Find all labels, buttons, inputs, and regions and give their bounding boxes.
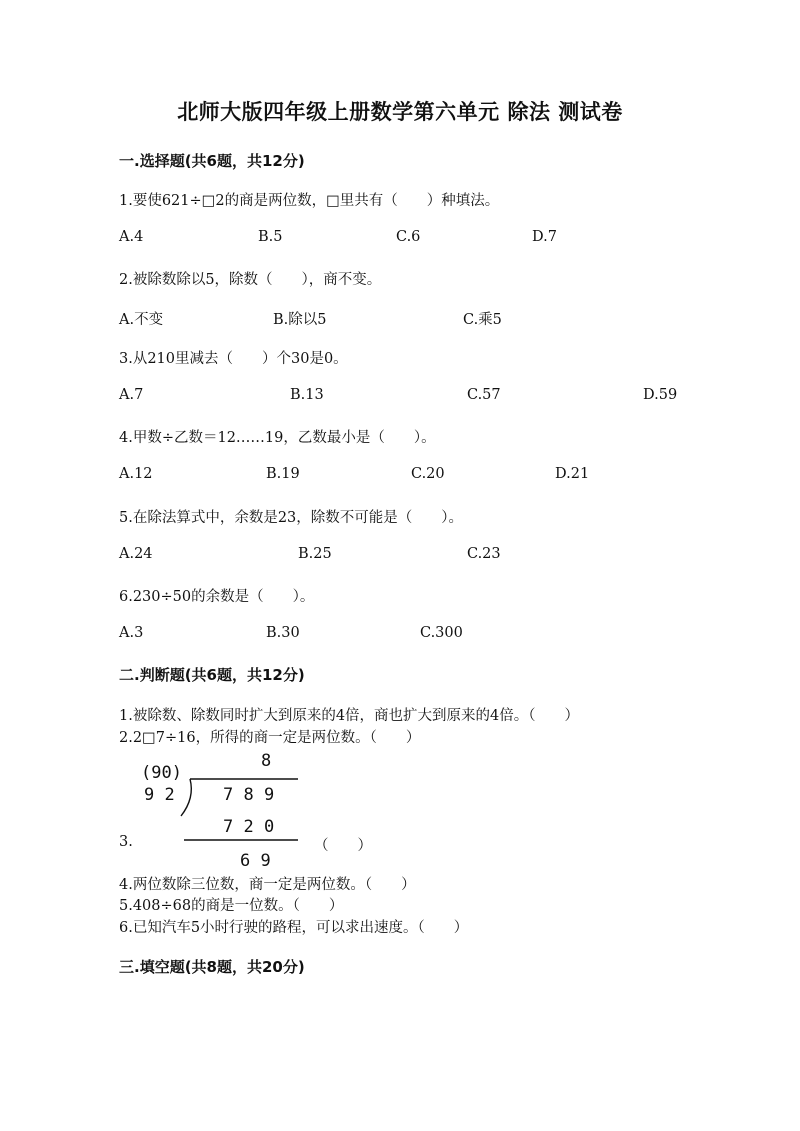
choice-2-option-b: B.除以5 <box>273 312 327 328</box>
section-heading-choice: 一.选择题(共6题，共12分) <box>119 152 305 170</box>
choice-4-option-b: B.19 <box>266 466 300 482</box>
product-text: 7 2 0 <box>223 817 275 837</box>
choice-3-option-c: C.57 <box>467 387 501 403</box>
remainder-text: 6 9 <box>240 851 271 871</box>
choice-1-option-b: B.5 <box>258 229 283 245</box>
judge-question-5: 5.408÷68的商是一位数。（ ） <box>119 898 344 914</box>
page-title: 北师大版四年级上册数学第六单元 除法 测试卷 <box>177 100 623 124</box>
judge-question-3-number: 3. <box>119 834 133 850</box>
choice-1-option-d: D.7 <box>532 229 557 245</box>
choice-5-option-b: B.25 <box>298 546 332 562</box>
choice-question-4: 4.甲数÷乙数＝12……19，乙数最小是（ ）。 <box>119 430 436 446</box>
choice-question-6: 6.230÷50的余数是（ ）。 <box>119 589 315 605</box>
judge-question-2: 2.2□7÷16，所得的商一定是两位数。（ ） <box>119 730 421 746</box>
judge-question-3 <box>119 834 133 850</box>
judge-question-1: 1.被除数、除数同时扩大到原来的4倍，商也扩大到原来的4倍。（ ） <box>119 708 580 724</box>
choice-3-option-a: A.7 <box>119 387 144 403</box>
choice-6-option-b: B.30 <box>266 625 300 641</box>
choice-5-option-a: A.24 <box>119 546 153 562</box>
choice-2-option-a: A.不变 <box>119 312 164 328</box>
quotient-text: 8 <box>261 751 272 771</box>
choice-5-option-c: C.23 <box>467 546 501 562</box>
section-heading-fill: 三.填空题(共8题，共20分) <box>119 958 305 976</box>
division-bracket <box>181 779 191 816</box>
choice-6-option-a: A.3 <box>119 625 144 641</box>
estimate-text: (90) <box>141 763 182 783</box>
choice-question-1: 1.要使621÷□2的商是两位数，□里共有（ ）种填法。 <box>119 193 500 209</box>
judge-question-6: 6.已知汽车5小时行驶的路程，可以求出速度。（ ） <box>119 920 469 936</box>
choice-1-option-c: C.6 <box>396 229 421 245</box>
choice-3-option-b: B.13 <box>290 387 324 403</box>
judge-question-4: 4.两位数除三位数，商一定是两位数。（ ） <box>119 877 416 893</box>
choice-4-option-a: A.12 <box>119 466 153 482</box>
choice-question-5: 5.在除法算式中，余数是23，除数不可能是（ ）。 <box>119 510 464 526</box>
long-division-figure <box>110 748 310 878</box>
choice-question-2: 2.被除数除以5，除数（ ），商不变。 <box>119 272 382 288</box>
judge-question-3-answer-blank: （ ） <box>314 838 372 854</box>
choice-4-option-c: C.20 <box>411 466 445 482</box>
choice-4-option-d: D.21 <box>555 466 590 482</box>
divisor-text: 9 2 <box>144 785 175 805</box>
section-heading-judge: 二.判断题(共6题，共12分) <box>119 666 305 684</box>
choice-1-option-a: A.4 <box>119 229 144 245</box>
choice-6-option-c: C.300 <box>420 625 463 641</box>
choice-2-option-c: C.乘5 <box>463 312 502 328</box>
dividend-text: 7 8 9 <box>223 785 275 805</box>
choice-question-3: 3.从210里减去（ ）个30是0。 <box>119 351 348 367</box>
choice-3-option-d: D.59 <box>643 387 678 403</box>
